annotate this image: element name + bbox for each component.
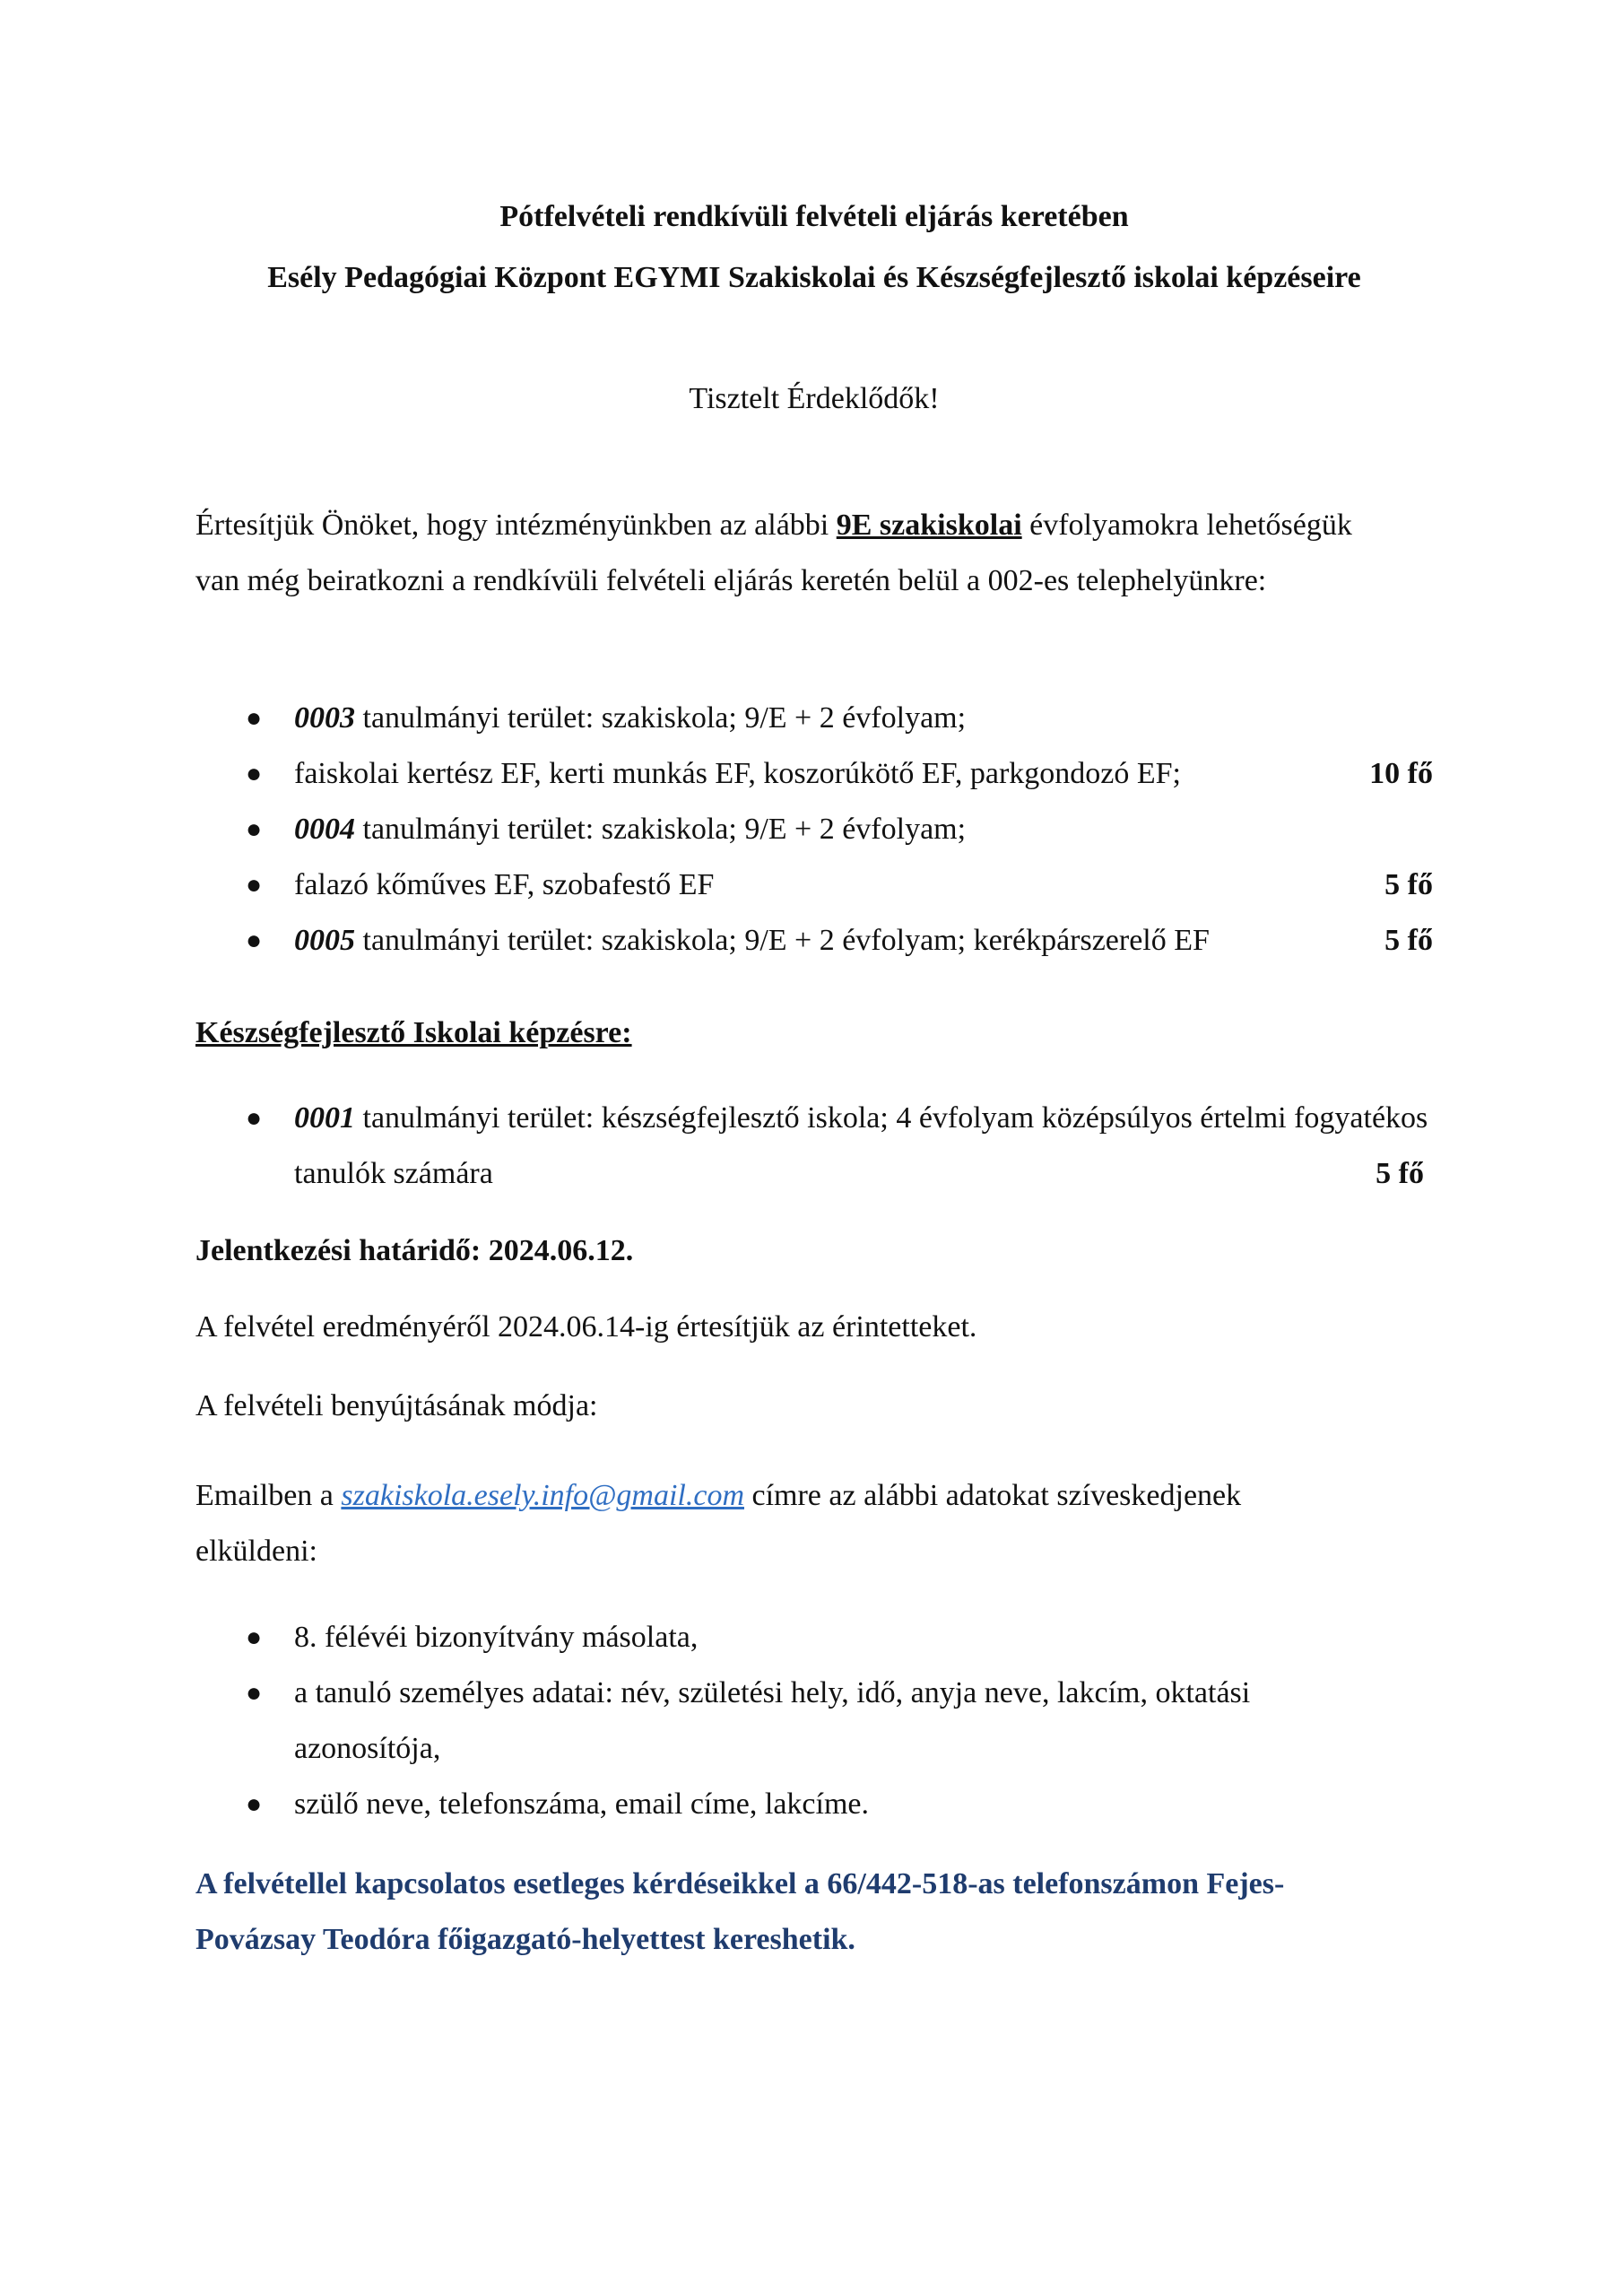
email-link[interactable]: szakiskola.esely.info@gmail.com xyxy=(341,1479,744,1512)
required-data-list xyxy=(195,1610,1433,1832)
list-item xyxy=(195,802,1433,857)
item-code: 0005 xyxy=(294,924,355,957)
item-text: tanulmányi terület: szakiskola; 9/E + 2 évfolyam; xyxy=(355,701,967,735)
keszseg-heading: Készségfejlesztő Iskolai képzésre: xyxy=(195,1016,632,1049)
bullet-icon: ● xyxy=(246,814,263,844)
bullet-icon: ● xyxy=(246,926,263,955)
deadline: Jelentkezési határidő: 2024.06.12. xyxy=(195,1234,634,1267)
szakiskola-list xyxy=(195,691,1433,969)
email-suffix: címre az alábbi adatokat szíveskedjenek elküldeni: xyxy=(195,1479,1242,1568)
email-prefix: Emailben a xyxy=(195,1479,342,1512)
bullet-icon: ● xyxy=(246,1789,263,1819)
title-line-1: Pótfelvételi rendkívüli felvételi eljárás keretében xyxy=(499,200,1129,233)
intro-highlight: 9E szakiskolai xyxy=(836,509,1022,542)
item-text: tanulmányi terület: készségfejlesztő iskola; 4 évfolyam középsúlyos értelmi fogyatékos tanulók számára xyxy=(294,1101,1428,1190)
greeting: Tisztelt Érdeklődők! xyxy=(689,382,940,415)
bullet-icon: ● xyxy=(246,870,263,900)
item-text: falazó kőműves EF, szobafestő EF xyxy=(294,868,715,901)
item-count: 5 fő xyxy=(1384,924,1433,957)
intro-part-2: évfolyamokra lehetőségük van még beiratkozni a rendkívüli felvételi eljárás keretén belül a 002-es telephelyünkre: xyxy=(195,509,1352,597)
item-count: 5 fő xyxy=(1376,1157,1424,1190)
item-code: 0004 xyxy=(294,813,355,846)
list-item xyxy=(195,1777,1433,1832)
list-item xyxy=(195,1091,1433,1202)
bullet-icon: ● xyxy=(246,1622,263,1652)
item-count: 10 fő xyxy=(1369,757,1433,790)
bullet-icon: ● xyxy=(246,759,263,788)
intro-paragraph xyxy=(195,498,1370,609)
list-item xyxy=(195,746,1433,802)
item-text: tanulmányi terület: szakiskola; 9/E + 2 évfolyam; xyxy=(355,813,967,846)
item-count: 5 fő xyxy=(1384,868,1433,901)
result-notice: A felvétel eredményéről 2024.06.14-ig értesítjük az érintetteket. xyxy=(195,1310,977,1344)
bullet-icon: ● xyxy=(246,1103,263,1133)
item-text: faiskolai kertész EF, kerti munkás EF, koszorúkötő EF, parkgondozó EF; xyxy=(294,757,1182,790)
list-item xyxy=(195,1610,1433,1665)
list-item xyxy=(195,691,1433,746)
intro-part-1: Értesítjük Önöket, hogy intézményünkben az alábbi xyxy=(195,509,837,542)
list-item xyxy=(195,913,1433,969)
item-code: 0001 xyxy=(294,1101,355,1135)
list-item xyxy=(195,857,1433,913)
item-text: tanulmányi terület: szakiskola; 9/E + 2 évfolyam; kerékpárszerelő EF xyxy=(355,924,1210,957)
contact-notice: A felvétellel kapcsolatos esetleges kérdéseikkel a 66/442-518-as telefonszámon Fejes-Povázsay Teodóra főigazgató-helyettest kereshetik. xyxy=(195,1867,1285,1956)
bullet-icon: ● xyxy=(246,1678,263,1708)
bullet-icon: ● xyxy=(246,703,263,733)
item-text: a tanuló személyes adatai: név, születési hely, idő, anyja neve, lakcím, oktatási azonosítója, xyxy=(294,1676,1251,1765)
title-line-2: Esély Pedagógiai Központ EGYMI Szakiskolai és Készségfejlesztő iskolai képzéseire xyxy=(267,261,1361,294)
list-item xyxy=(195,1665,1433,1777)
item-code: 0003 xyxy=(294,701,355,735)
submission-method: A felvételi benyújtásának módja: xyxy=(195,1389,598,1422)
keszseg-list xyxy=(195,1091,1433,1202)
item-text: szülő neve, telefonszáma, email címe, lakcíme. xyxy=(294,1787,870,1821)
email-paragraph xyxy=(195,1468,1361,1579)
item-text: 8. félévéi bizonyítvány másolata, xyxy=(294,1621,699,1654)
